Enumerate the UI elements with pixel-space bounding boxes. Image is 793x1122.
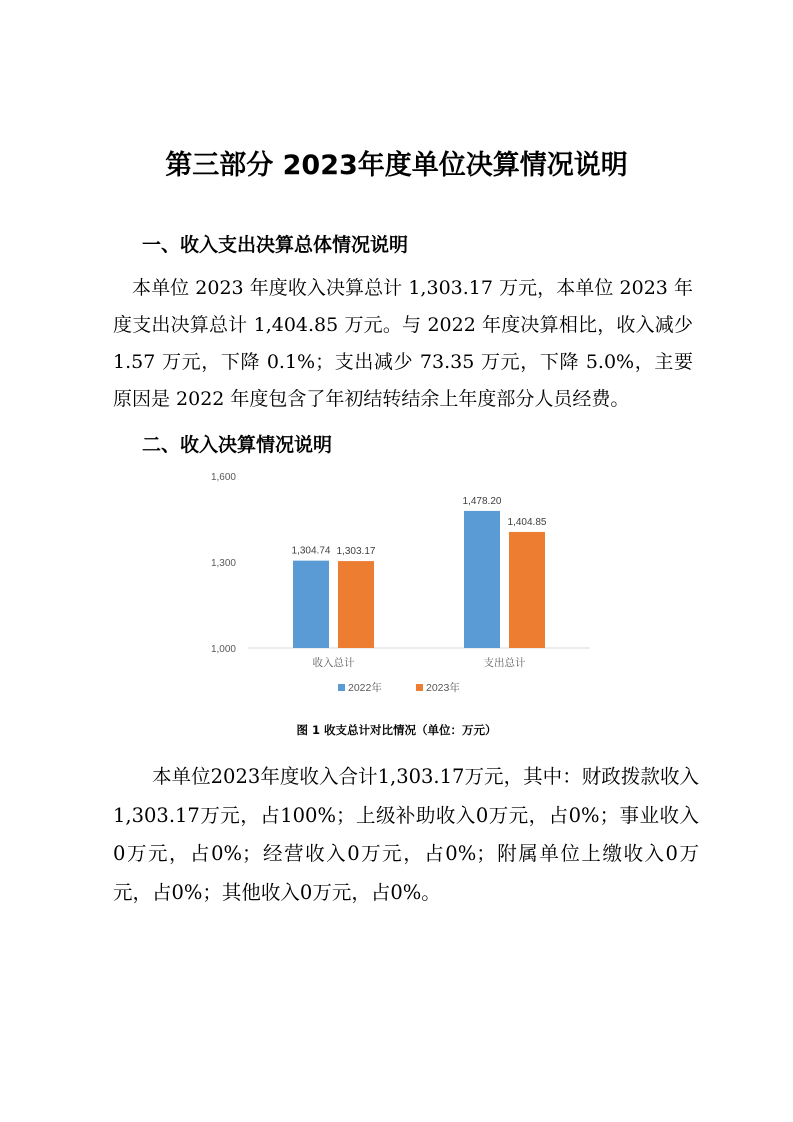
- y-tick-label: 1,600: [210, 472, 236, 483]
- figure-caption: 图 1 收支总计对比情况（单位：万元）: [296, 723, 497, 737]
- bar: [464, 511, 500, 648]
- x-tick-label: 收入总计: [312, 657, 355, 669]
- section1-paragraph: 本单位 2023 年度收入决算总计 1,303.17 万元，本单位 2023 年度支出决算总计 1,404.85 万元。与 2022 年度决算相比，收入减少 1.57 万元，下降 0.1%；支出减少 73.35 万元，下降 5.0%，主要原因是 2022 年度包含了年初结转结余上年度部分人员经费。: [113, 277, 693, 410]
- data-label: 1,303.17: [336, 546, 376, 558]
- data-label: 1,404.85: [507, 516, 547, 528]
- x-tick-label: 支出总计: [483, 657, 526, 669]
- section2-paragraph: 本单位2023年度收入合计1,303.17万元，其中：财政拨款收入1,303.17万元，占100%；上级补助收入0万元，占0%；事业收入0万元，占0%；经营收入0万元，占0%；附属单位上缴收入0万元，占0%；其他收入0万元，占0%。: [113, 765, 699, 904]
- bar: [509, 532, 545, 648]
- y-tick-label: 1,300: [210, 558, 236, 569]
- y-tick-label: 1,000: [210, 644, 236, 655]
- section2-heading: 二、收入决算情况说明: [142, 434, 333, 456]
- data-label: 1,304.74: [291, 545, 331, 557]
- data-label: 1,478.20: [462, 495, 502, 507]
- chart-svg: [200, 470, 600, 700]
- section1-heading: 一、收入支出决算总体情况说明: [142, 234, 409, 256]
- bar: [338, 561, 374, 648]
- legend-swatch: [338, 684, 345, 691]
- page-title: 第三部分 2023年度单位决算情况说明: [165, 150, 628, 181]
- legend-label: 2023年: [426, 682, 460, 694]
- legend-label: 2022年: [348, 682, 382, 694]
- legend-swatch: [416, 684, 423, 691]
- bar: [293, 561, 329, 648]
- income-expense-chart: [200, 470, 600, 700]
